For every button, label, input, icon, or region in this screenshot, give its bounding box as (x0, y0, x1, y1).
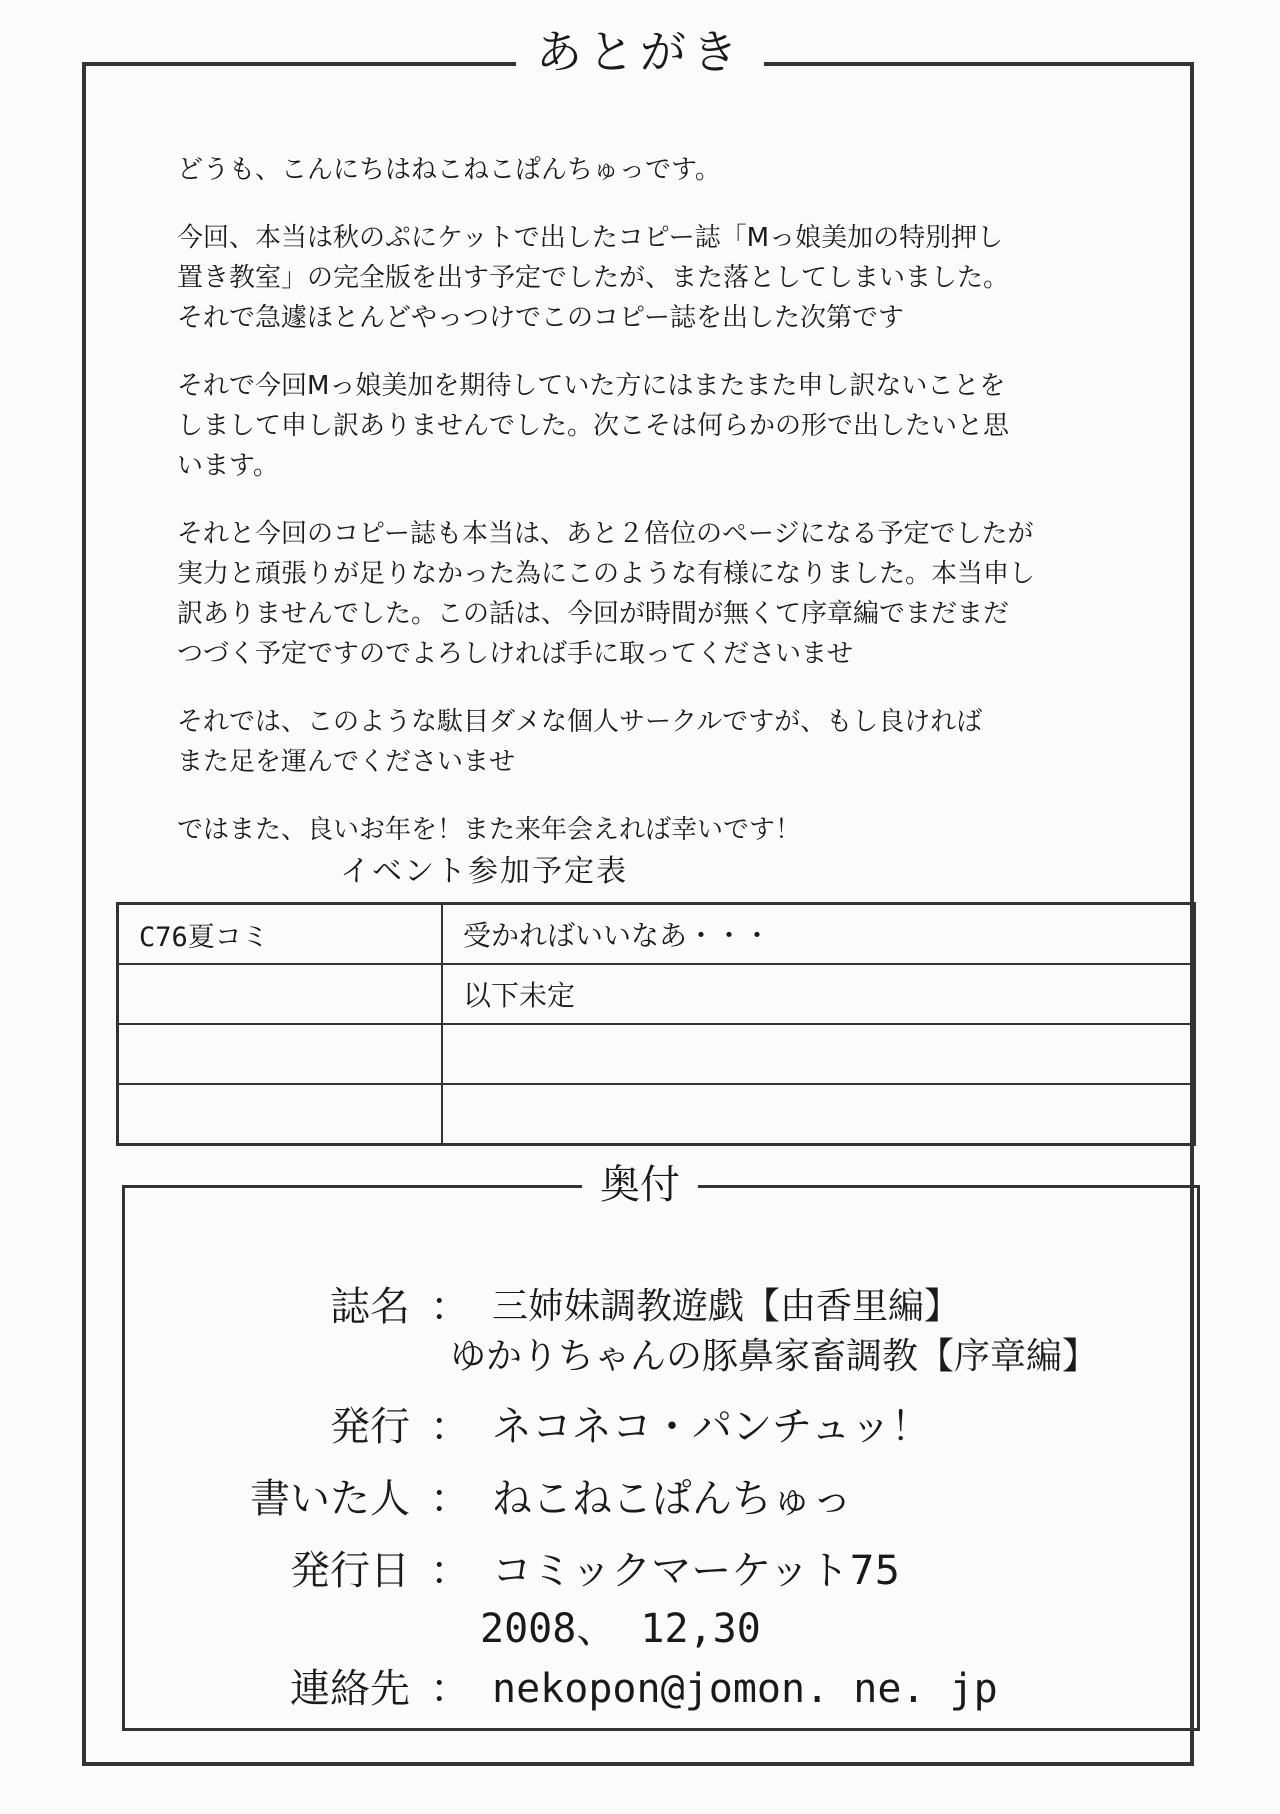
colophon-contact-email: nekopon@jomon. ne. jp (492, 1666, 998, 1712)
colophon-row-contact (30, 1664, 1230, 1714)
event-name-cell (118, 1024, 443, 1084)
colophon-value: ねこねこぱんちゅっ (492, 1476, 852, 1522)
colophon-row-title-2 (30, 1332, 1230, 1382)
colophon-label: 誌名 (330, 1284, 410, 1330)
table-row (118, 964, 1195, 1024)
event-name-cell (118, 1084, 443, 1145)
colophon-separator: ： (430, 1284, 470, 1330)
colophon-value: ゆかりちゃんの豚鼻家畜調教【序章編】 (450, 1336, 1099, 1377)
colophon-label: 連絡先 (290, 1666, 410, 1712)
event-note-cell: 以下未定 (442, 964, 1195, 1024)
event-schedule-title: イベント参加予定表 (340, 854, 628, 889)
colophon-value: 三姉妹調教遊戯【由香里編】 (492, 1286, 961, 1327)
colophon-row-title (30, 1282, 1230, 1332)
afterword-paragraph-4: それと今回のコピー誌も本当は、あと２倍位のページになる予定でしたが 実力と頑張りが足りなかった為にこのような有様になりました。本当申し 訳ありませんでした。この話は、今回が時間が無くて序章編でまだまだ つづく予定ですのでよろしければ手に取ってくださいませ (177, 519, 1036, 669)
colophon-label: 発行日 (290, 1548, 410, 1594)
table-row (118, 904, 1195, 965)
colophon-row-author (30, 1474, 1230, 1524)
afterword-title-text: あとがき (516, 25, 764, 79)
colophon-title (0, 1160, 1280, 1210)
colophon-row-date (30, 1546, 1230, 1596)
event-schedule-table (116, 902, 1196, 1146)
event-note-cell (442, 1084, 1195, 1145)
colophon-value: ネコネコ・パンチュッ！ (492, 1404, 931, 1450)
afterword-body (177, 150, 1157, 878)
afterword-paragraph-3: それで今回Mっ娘美加を期待していた方にはまたまた申し訳ないことを しまして申し訳ありませんでした。次こそは何らかの形で出したいと思 います。 (177, 371, 1010, 481)
colophon-separator: ： (430, 1404, 470, 1450)
afterword-paragraph-6: ではまた、良いお年を！また来年会えれば幸いです！ (177, 815, 802, 845)
afterword-title (0, 22, 1280, 82)
colophon-separator: ： (430, 1666, 470, 1712)
afterword-paragraph-1: どうも、こんにちはねこねこぱんちゅっです。 (177, 155, 721, 185)
event-name-cell (118, 964, 443, 1024)
colophon-row-date-2 (30, 1604, 1230, 1654)
event-name-cell: C76夏コミ (118, 904, 443, 965)
colophon-row-publisher (30, 1402, 1230, 1452)
event-note-cell: 受かればいいなあ・・・ (442, 904, 1195, 965)
colophon-value: コミックマーケット75 (492, 1548, 901, 1594)
colophon-separator: ： (430, 1548, 470, 1594)
colophon-label: 発行 (330, 1404, 410, 1450)
afterword-paragraph-5: それでは、このような駄目ダメな個人サークルですが、もし良ければ また足を運んでくださいませ (177, 707, 983, 777)
colophon-label: 書いた人 (250, 1476, 410, 1522)
colophon-title-text: 奥付 (582, 1162, 698, 1208)
afterword-paragraph-2: 今回、本当は秋のぷにケットで出したコピー誌「Mっ娘美加の特別押し 置き教室」の完全版を出す予定でしたが、また落としてしまいました。 それで急遽ほとんどやっつけでこのコピー誌を出した次第です (177, 223, 1010, 333)
table-row (118, 1084, 1195, 1145)
colophon-separator: ： (430, 1476, 470, 1522)
event-note-cell (442, 1024, 1195, 1084)
table-row (118, 1024, 1195, 1084)
colophon-value: 2008、 12,30 (480, 1606, 761, 1652)
